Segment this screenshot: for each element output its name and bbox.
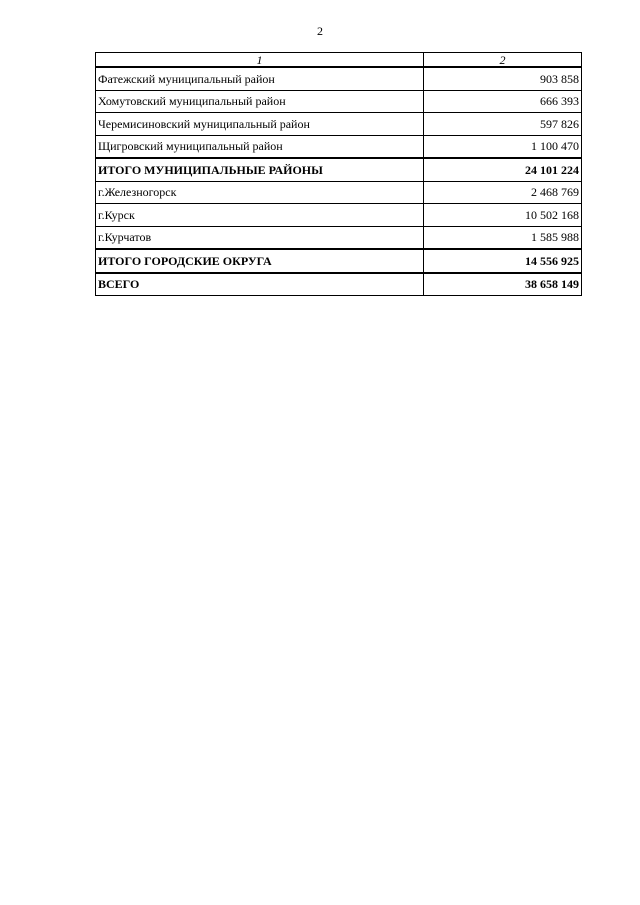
- row-name: Черемисиновский муниципальный район: [96, 113, 424, 136]
- row-name: ВСЕГО: [96, 273, 424, 296]
- table-row: [96, 204, 582, 227]
- total-row-cities: [96, 249, 582, 273]
- row-name: г.Курск: [96, 204, 424, 227]
- column-header-1: 1: [96, 53, 424, 68]
- row-name: Щигровский муниципальный район: [96, 135, 424, 158]
- row-name: Хомутовский муниципальный район: [96, 90, 424, 113]
- row-value: 24 101 224: [424, 158, 582, 181]
- row-value: 903 858: [424, 67, 582, 90]
- row-name: ИТОГО ГОРОДСКИЕ ОКРУГА: [96, 249, 424, 273]
- table-row: [96, 181, 582, 204]
- grand-total-row: [96, 273, 582, 296]
- table-row: [96, 113, 582, 136]
- row-value: 14 556 925: [424, 249, 582, 273]
- table-row: [96, 226, 582, 249]
- row-value: 2 468 769: [424, 181, 582, 204]
- table-row: [96, 90, 582, 113]
- table-row: [96, 135, 582, 158]
- row-name: ИТОГО МУНИЦИПАЛЬНЫЕ РАЙОНЫ: [96, 158, 424, 181]
- row-value: 666 393: [424, 90, 582, 113]
- row-name: Фатежский муниципальный район: [96, 67, 424, 90]
- table-row: [96, 67, 582, 90]
- row-value: 10 502 168: [424, 204, 582, 227]
- column-header-2: 2: [424, 53, 582, 68]
- budget-table: [95, 52, 582, 296]
- row-name: г.Курчатов: [96, 226, 424, 249]
- row-value: 597 826: [424, 113, 582, 136]
- row-value: 1 585 988: [424, 226, 582, 249]
- page-number: 2: [317, 24, 323, 38]
- row-value: 1 100 470: [424, 135, 582, 158]
- total-row-districts: [96, 158, 582, 181]
- table-header-row: [96, 53, 582, 68]
- row-name: г.Железногорск: [96, 181, 424, 204]
- row-value: 38 658 149: [424, 273, 582, 296]
